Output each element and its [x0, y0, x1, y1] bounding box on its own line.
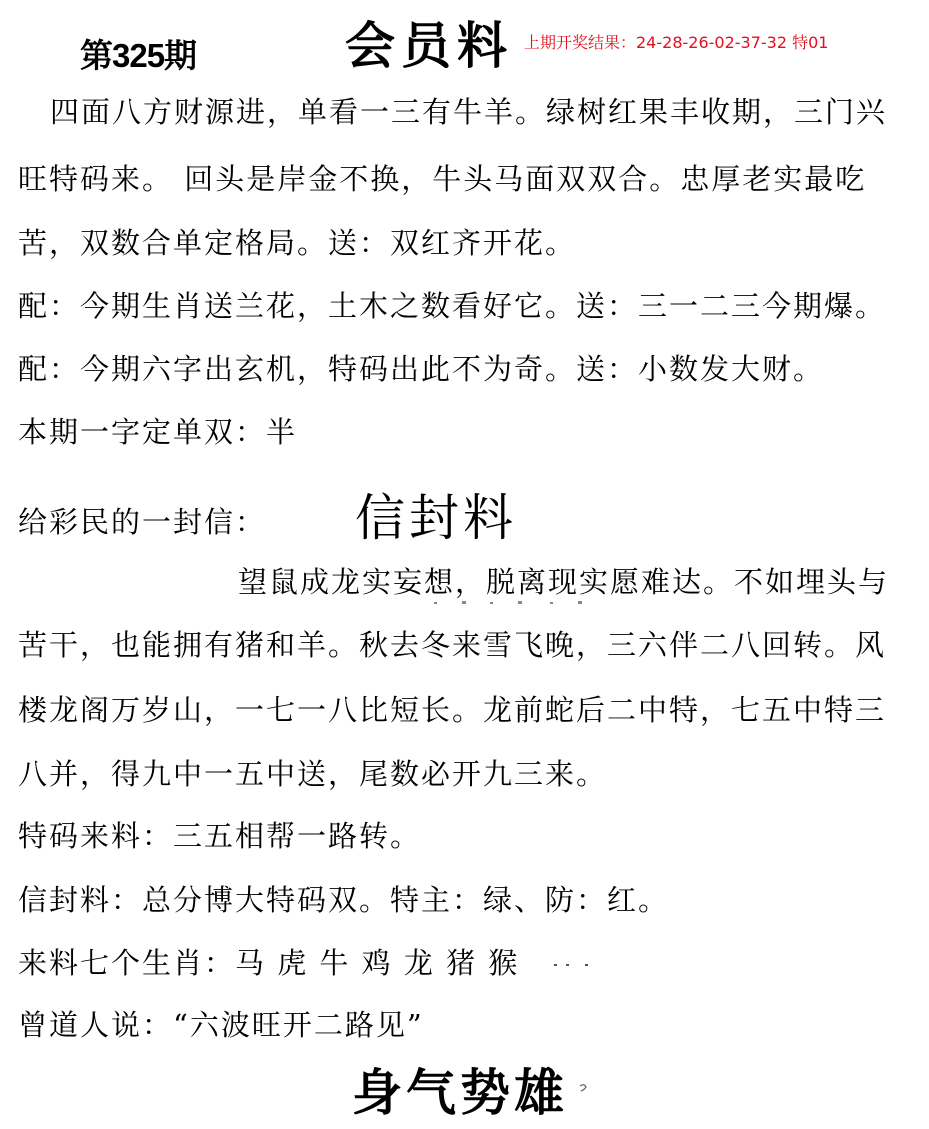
letter-line-4: 八并，得九中一五中送，尾数必开九三来。: [18, 757, 608, 791]
member-line-1: 四面八方财源进，单看一三有牛羊。绿树红果丰收期，三门兴: [50, 95, 888, 129]
member-line-3: 苦，双数合单定格局。送：双红齐开花。: [18, 226, 577, 260]
member-line-6: 本期一字定单双：半: [18, 415, 298, 449]
issue-number: 第325期: [80, 37, 197, 74]
last-result: 上期开奖结果：24-28-26-02-37-32 特01: [524, 33, 829, 52]
member-line-4: 配：今期生肖送兰花，土木之数看好它。送：三一二三今期爆。: [18, 289, 887, 323]
letter-line-8: 曾道人说：“六波旺开二路见”: [18, 1008, 424, 1042]
letter-intro: 给彩民的一封信：: [18, 505, 267, 539]
page-title: 会员料: [345, 16, 513, 75]
letter-title: 信封料: [355, 489, 517, 547]
letter-line-1: 望鼠成龙实妄想，脱离现实愿难达。不如埋头与: [238, 565, 890, 599]
letter-line-7: 来料七个生肖：马 虎 牛 鸡 龙 猪 猴: [18, 946, 520, 980]
closing-title: 身气势雄: [352, 1063, 568, 1122]
scan-specks: [578, 1082, 590, 1094]
letter-line-5: 特码来料：三五相帮一路转。: [18, 819, 422, 853]
member-line-5: 配：今期六字出玄机，特码出此不为奇。送：小数发大财。: [18, 352, 825, 386]
letter-line-6: 信封料：总分博大特码双。特主：绿、防：红。: [18, 883, 670, 917]
letter-line-2: 苦干，也能拥有猪和羊。秋去冬来雪飞晚，三六伴二八回转。风: [18, 628, 887, 662]
member-line-2: 旺特码来。 回头是岸金不换，牛头马面双双合。忠厚老实最吃: [18, 162, 867, 196]
letter-line-3: 楼龙阁万岁山，一七一八比短长。龙前蛇后二中特，七五中特三: [18, 693, 887, 727]
scan-specks: [552, 962, 592, 968]
scan-specks: [432, 600, 592, 606]
